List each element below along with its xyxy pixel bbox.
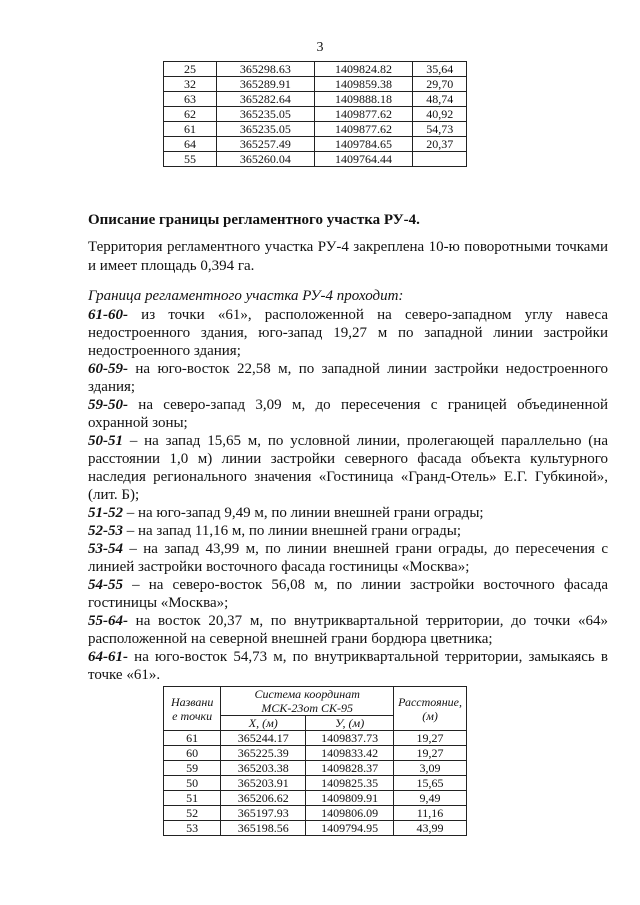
y-cell: 1409859.38 (314, 77, 413, 92)
x-cell: 365203.38 (221, 761, 306, 776)
distance-cell: 19,27 (394, 746, 467, 761)
point-cell: 62 (164, 107, 217, 122)
header-distance: Расстояние, (м) (394, 687, 467, 731)
segment-code: 52-53 (88, 523, 123, 539)
border-description (88, 306, 608, 684)
x-cell: 365235.05 (217, 122, 314, 137)
point-cell: 52 (164, 806, 221, 821)
y-cell: 1409877.62 (314, 107, 413, 122)
distance-cell: 15,65 (394, 776, 467, 791)
table-row (164, 137, 467, 152)
header-y: У, (м) (306, 716, 394, 731)
segment-text: – на юго-запад 9,49 м, по линии внешней грани ограды; (123, 505, 484, 521)
x-cell: 365282.64 (217, 92, 314, 107)
distance-cell: 35,64 (413, 62, 467, 77)
segment-code: 59-50- (88, 397, 128, 413)
table-row (164, 122, 467, 137)
table-row (164, 821, 467, 836)
point-cell: 61 (164, 122, 217, 137)
x-cell: 365244.17 (221, 731, 306, 746)
point-cell: 59 (164, 761, 221, 776)
segment-code: 55-64- (88, 613, 128, 629)
point-cell: 60 (164, 746, 221, 761)
distance-cell: 9,49 (394, 791, 467, 806)
distance-cell: 40,92 (413, 107, 467, 122)
x-cell: 365260.04 (217, 152, 314, 167)
y-cell: 1409824.82 (314, 62, 413, 77)
table-row (164, 791, 467, 806)
table-row (164, 77, 467, 92)
point-cell: 25 (164, 62, 217, 77)
y-cell: 1409809.91 (306, 791, 394, 806)
segment-paragraph (88, 612, 608, 648)
y-cell: 1409888.18 (314, 92, 413, 107)
segment-code: 64-61- (88, 649, 128, 665)
segment-text: – на запад 15,65 м, по условной линии, пролегающей параллельно (на расстоянии 1,0 м) линии застройки северного фасада объекта культурного наследия регионального значения «Гостиница «Гранд-Отель» Е.Г. Губкиной», (лит. Б); (88, 433, 608, 503)
point-cell: 32 (164, 77, 217, 92)
table-row (164, 761, 467, 776)
y-cell: 1409794.95 (306, 821, 394, 836)
x-cell: 365203.91 (221, 776, 306, 791)
point-cell: 51 (164, 791, 221, 806)
distance-cell: 3,09 (394, 761, 467, 776)
table-row (164, 776, 467, 791)
point-cell: 64 (164, 137, 217, 152)
segment-paragraph (88, 648, 608, 684)
distance-cell: 20,37 (413, 137, 467, 152)
table-row (164, 746, 467, 761)
x-cell: 365197.93 (221, 806, 306, 821)
segment-paragraph (88, 576, 608, 612)
page-number: 3 (316, 40, 324, 55)
distance-cell: 43,99 (394, 821, 467, 836)
segment-paragraph (88, 522, 608, 540)
header-coordinate-system: Система координат МСК-23от СК-95 (221, 687, 394, 716)
point-cell: 53 (164, 821, 221, 836)
y-cell: 1409877.62 (314, 122, 413, 137)
x-cell: 365257.49 (217, 137, 314, 152)
distance-cell: 48,74 (413, 92, 467, 107)
segment-paragraph (88, 306, 608, 360)
header-point-name: Названи е точки (164, 687, 221, 731)
segment-text: на юго-восток 54,73 м, по внутриквартальной территории, замыкаясь в точке «61». (88, 649, 608, 683)
y-cell: 1409825.35 (306, 776, 394, 791)
coordinates-table-top (163, 61, 467, 167)
distance-cell (413, 152, 467, 167)
border-title: Граница регламентного участка РУ-4 проходит: (88, 288, 404, 304)
distance-cell: 29,70 (413, 77, 467, 92)
x-cell: 365198.56 (221, 821, 306, 836)
segment-text: из точки «61», расположенной на северо-западном углу навеса недостроенного здания, юго-запад 19,27 м по западной линии застройки недостроенного здания; (88, 307, 608, 359)
y-cell: 1409784.65 (314, 137, 413, 152)
intro-paragraph: Территория регламентного участка РУ-4 закреплена 10-ю поворотными точками и имеет площадь 0,394 га. (88, 239, 608, 274)
segment-text: на северо-запад 3,09 м, до пересечения с границей объединенной охранной зоны; (88, 397, 608, 431)
point-cell: 55 (164, 152, 217, 167)
table-row (164, 152, 467, 167)
y-cell: 1409764.44 (314, 152, 413, 167)
x-cell: 365289.91 (217, 77, 314, 92)
segment-code: 61-60- (88, 307, 128, 323)
header-x: Х, (м) (221, 716, 306, 731)
y-cell: 1409837.73 (306, 731, 394, 746)
table-row (164, 92, 467, 107)
point-cell: 63 (164, 92, 217, 107)
segment-text: – на запад 11,16 м, по линии внешней грани ограды; (123, 523, 462, 539)
segment-code: 51-52 (88, 505, 123, 521)
distance-cell: 11,16 (394, 806, 467, 821)
segment-code: 50-51 (88, 433, 123, 449)
point-cell: 50 (164, 776, 221, 791)
x-cell: 365225.39 (221, 746, 306, 761)
segment-code: 60-59- (88, 361, 128, 377)
segment-paragraph (88, 540, 608, 576)
segment-paragraph (88, 504, 608, 522)
segment-text: на восток 20,37 м, по внутриквартальной территории, до точки «64» расположенной на северной внешней грани бордюра цветника; (88, 613, 608, 647)
distance-cell: 54,73 (413, 122, 467, 137)
point-cell: 61 (164, 731, 221, 746)
segment-code: 54-55 (88, 577, 123, 593)
table-row (164, 806, 467, 821)
distance-cell: 19,27 (394, 731, 467, 746)
table-row (164, 62, 467, 77)
table-row (164, 731, 467, 746)
table-row (164, 107, 467, 122)
segment-paragraph (88, 396, 608, 432)
y-cell: 1409806.09 (306, 806, 394, 821)
segment-paragraph (88, 360, 608, 396)
x-cell: 365298.63 (217, 62, 314, 77)
coordinates-table-bottom (163, 686, 467, 836)
segment-text: – на северо-восток 56,08 м, по линии застройки восточного фасада гостиницы «Москва»; (88, 577, 608, 611)
y-cell: 1409828.37 (306, 761, 394, 776)
y-cell: 1409833.42 (306, 746, 394, 761)
segment-text: на юго-восток 22,58 м, по западной линии застройки недостроенного здания; (88, 361, 608, 395)
segment-code: 53-54 (88, 541, 123, 557)
segment-text: – на запад 43,99 м, по линии внешней грани ограды, до пересечения с линией застройки восточного фасада гостиницы «Москва»; (88, 541, 608, 575)
section-heading: Описание границы регламентного участка РУ-4. (88, 212, 420, 228)
x-cell: 365235.05 (217, 107, 314, 122)
x-cell: 365206.62 (221, 791, 306, 806)
segment-paragraph (88, 432, 608, 504)
